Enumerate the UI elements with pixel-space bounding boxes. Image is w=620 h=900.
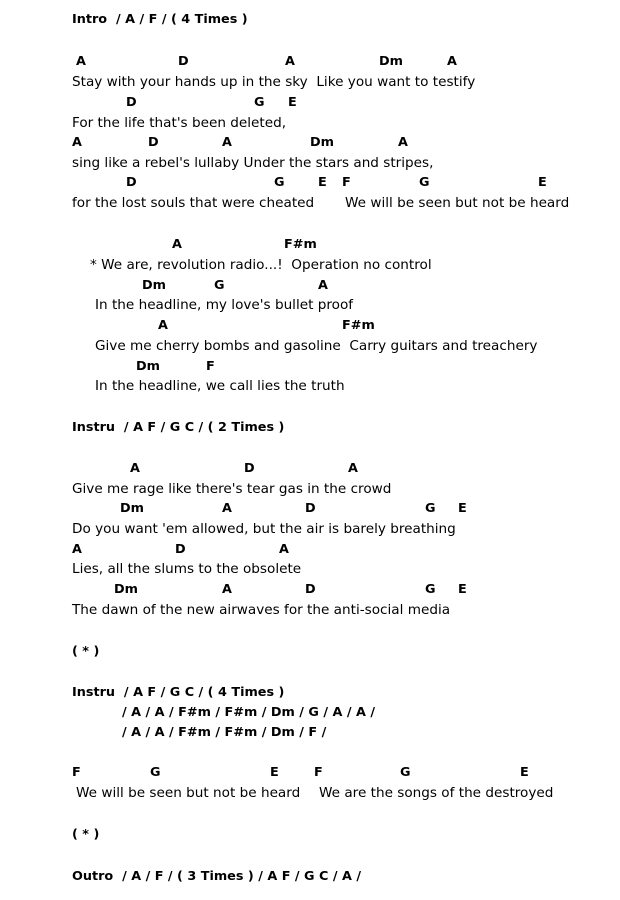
chord: A [348,461,358,476]
lyric-line: Do you want 'em allowed, but the air is barely breathing [72,521,456,537]
chord: A [222,582,232,597]
chord: E [538,175,547,190]
chord: F#m [284,237,317,252]
outro-line: Outro / A / F / ( 3 Times ) / A F / G C / A / [72,869,362,884]
chord: A [279,542,289,557]
lyric-line: We will be seen but not be heard [345,195,570,211]
chord: A [172,237,182,252]
lyric-line: for the lost souls that were cheated [72,195,315,211]
chord: D [126,95,137,110]
chord: E [288,95,297,110]
lyric-line: * We are, revolution radio...! Operation no control [90,257,432,273]
chord: F [72,765,81,780]
chord: D [148,135,159,150]
chord: G [425,582,436,597]
lyric-line: In the headline, my love's bullet proof [95,297,354,313]
chord: D [305,501,316,516]
intro-line: Intro / A / F / ( 4 Times ) [72,12,248,27]
lyric-line: Give me rage like there's tear gas in the crowd [72,481,392,497]
chorus-reference: ( * ) [72,827,100,842]
chord: A [318,278,328,293]
chord: F [342,175,351,190]
chord: A [285,54,295,69]
chord: D [244,461,255,476]
chord: Dm [136,359,160,374]
chord: Dm [142,278,166,293]
instru-line: Instru / A F / G C / ( 4 Times ) [72,685,285,700]
lyric-line: sing like a rebel's lullaby Under the stars and stripes, [72,155,434,171]
chord: A [130,461,140,476]
chord: F [206,359,215,374]
chord: F [314,765,323,780]
chord: Dm [310,135,334,150]
lyric-line: Stay with your hands up in the sky Like you want to testify [72,74,476,90]
chord: G [425,501,436,516]
chord: G [150,765,161,780]
chord: A [158,318,168,333]
chorus-reference: ( * ) [72,644,100,659]
chord: G [419,175,430,190]
chord: G [400,765,411,780]
chord: E [458,501,467,516]
chord: Dm [114,582,138,597]
instru-line: / A / A / F#m / F#m / Dm / G / A / A / [122,705,376,720]
lyric-line: The dawn of the new airwaves for the anti-social media [72,602,451,618]
chord: A [72,542,82,557]
chord: A [72,135,82,150]
chord: D [178,54,189,69]
lyric-line: Lies, all the slums to the obsolete [72,561,302,577]
chord: E [520,765,529,780]
chord: G [214,278,225,293]
chord: F#m [342,318,375,333]
chord: A [222,135,232,150]
chord: G [274,175,285,190]
instru-line: Instru / A F / G C / ( 2 Times ) [72,420,285,435]
chord: Dm [379,54,403,69]
chord: E [458,582,467,597]
chord: A [398,135,408,150]
chord: D [175,542,186,557]
chord: E [318,175,327,190]
chord: Dm [120,501,144,516]
chord: G [254,95,265,110]
chord: A [222,501,232,516]
chord: E [270,765,279,780]
chord: A [447,54,457,69]
lyric-line: We are the songs of the destroyed [319,785,554,801]
lyric-line: Give me cherry bombs and gasoline Carry guitars and treachery [95,338,538,354]
chord: D [126,175,137,190]
chord: D [305,582,316,597]
lyric-line: For the life that's been deleted, [72,115,287,131]
lyric-line: We will be seen but not be heard [76,785,301,801]
lyric-line: In the headline, we call lies the truth [95,378,345,394]
chord: A [76,54,86,69]
instru-line: / A / A / F#m / F#m / Dm / F / [122,725,327,740]
